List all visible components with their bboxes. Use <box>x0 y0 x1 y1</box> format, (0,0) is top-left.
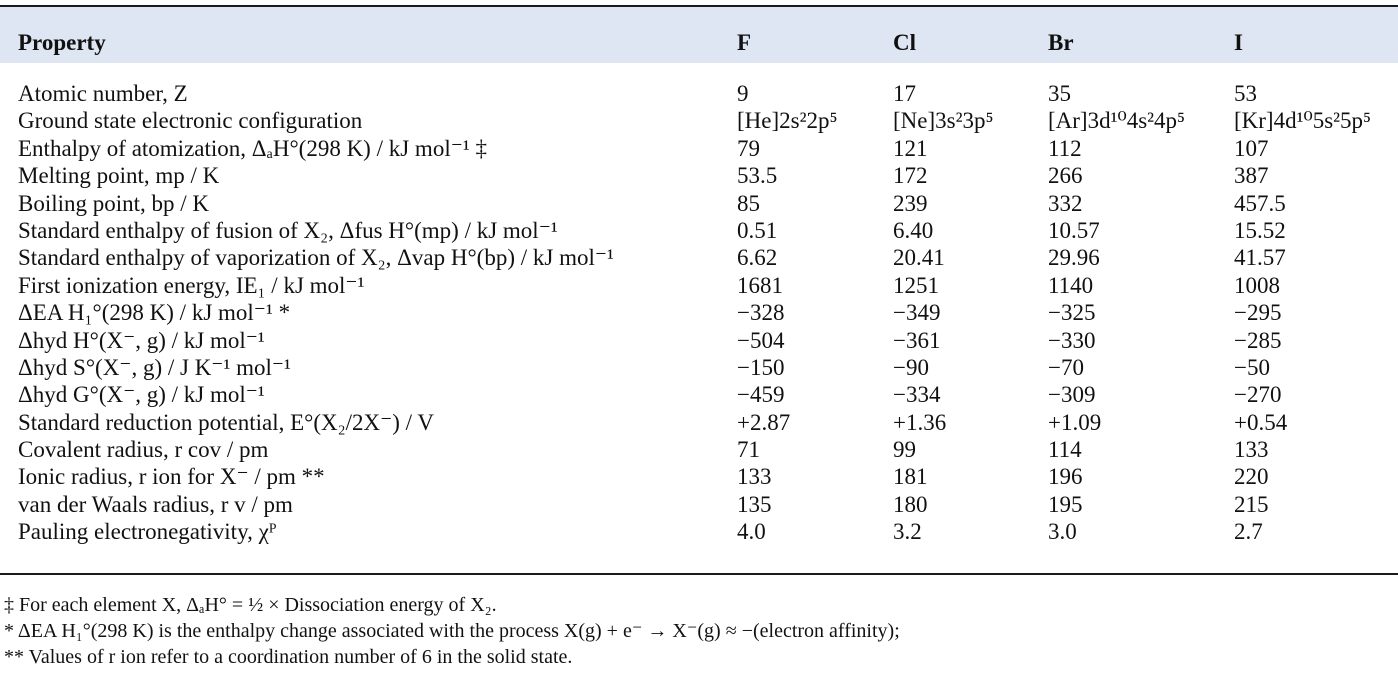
value-br: −330 <box>1048 327 1096 353</box>
value-cl: −349 <box>893 300 941 326</box>
value-br: [Ar]3d¹⁰4s²4p⁵ <box>1048 108 1186 134</box>
value-i: [Kr]4d¹⁰5s²5p⁵ <box>1234 108 1372 134</box>
value-f: 9 <box>737 81 749 106</box>
value-i: 41.57 <box>1234 245 1286 271</box>
value-i: 107 <box>1234 135 1269 161</box>
property-label: ΔEA H₁°(298 K) / kJ mol⁻¹ * <box>18 300 291 326</box>
table-row <box>0 272 1398 299</box>
value-i: −270 <box>1234 382 1282 408</box>
value-f: 79 <box>737 135 760 161</box>
value-br: 29.96 <box>1048 245 1100 271</box>
table-row <box>0 107 1398 134</box>
value-cl: 6.40 <box>893 217 934 243</box>
value-cl: 20.41 <box>893 245 945 271</box>
table-row <box>0 327 1398 354</box>
value-f: [He]2s²2p⁵ <box>737 108 838 134</box>
value-cl: 239 <box>893 190 928 216</box>
property-label: Δhyd G°(X⁻, g) / kJ mol⁻¹ <box>18 382 265 408</box>
table-row <box>0 162 1398 189</box>
value-cl: 1251 <box>893 272 939 298</box>
value-f: −459 <box>737 382 785 408</box>
value-br: 195 <box>1048 491 1083 517</box>
value-f: −150 <box>737 354 785 380</box>
value-br: −325 <box>1048 300 1096 326</box>
property-label: Melting point, mp / K <box>18 163 220 189</box>
table-row <box>0 409 1398 436</box>
table-body <box>0 80 1398 546</box>
value-cl: −334 <box>893 382 941 408</box>
value-f: 135 <box>737 491 772 517</box>
value-cl: [Ne]3s²3p⁵ <box>893 108 994 134</box>
value-br: 266 <box>1048 163 1083 189</box>
table-row <box>0 190 1398 217</box>
value-br: 196 <box>1048 464 1083 490</box>
header-iodine: I <box>1234 30 1243 55</box>
table-row <box>0 381 1398 408</box>
property-label: Standard enthalpy of vaporization of X₂, Δvap H°(bp) / kJ mol⁻¹ <box>18 245 614 271</box>
value-cl: −361 <box>893 327 941 353</box>
value-br: +1.09 <box>1048 409 1102 435</box>
footnote-asterisk: * ΔEA H₁°(298 K) is the enthalpy change associated with the process X(g) + e⁻ → X⁻(g) ≈ −(electron affinity); <box>4 620 900 642</box>
value-br: −70 <box>1048 354 1084 380</box>
property-label: Ionic radius, r ion for X⁻ / pm ** <box>18 464 325 490</box>
table-row <box>0 217 1398 244</box>
table-bottom-rule <box>0 573 1398 575</box>
table-row <box>0 80 1398 107</box>
value-i: 15.52 <box>1234 217 1286 243</box>
value-f: −504 <box>737 327 785 353</box>
value-f: 0.51 <box>737 217 778 243</box>
property-label: Ground state electronic configuration <box>18 108 363 134</box>
table-row <box>0 518 1398 545</box>
table-row <box>0 299 1398 326</box>
table-row <box>0 436 1398 463</box>
footnote-double-asterisk: ** Values of r ion refer to a coordination number of 6 in the solid state. <box>4 646 573 668</box>
property-label: Δhyd H°(X⁻, g) / kJ mol⁻¹ <box>18 327 265 353</box>
footnotes <box>4 592 1394 670</box>
value-br: 332 <box>1048 190 1083 216</box>
table-header-row <box>0 7 1398 63</box>
value-br: 35 <box>1048 81 1071 106</box>
value-i: 133 <box>1234 437 1269 463</box>
value-cl: 121 <box>893 135 928 161</box>
property-label: Pauling electronegativity, χᴾ <box>18 519 277 545</box>
value-br: −309 <box>1048 382 1096 408</box>
value-br: 3.0 <box>1048 519 1077 545</box>
value-i: −50 <box>1234 354 1270 380</box>
value-cl: 99 <box>893 437 916 463</box>
value-cl: 180 <box>893 491 928 517</box>
value-f: +2.87 <box>737 409 791 435</box>
value-cl: 17 <box>893 81 916 106</box>
property-label: First ionization energy, IE₁ / kJ mol⁻¹ <box>18 272 365 298</box>
value-i: 457.5 <box>1234 190 1286 216</box>
value-cl: 181 <box>893 464 928 490</box>
property-label: Δhyd S°(X⁻, g) / J K⁻¹ mol⁻¹ <box>18 354 291 380</box>
value-br: 1140 <box>1048 272 1094 298</box>
value-i: 1008 <box>1234 272 1280 298</box>
value-cl: 172 <box>893 163 928 189</box>
value-cl: −90 <box>893 354 929 380</box>
value-f: 1681 <box>737 272 783 298</box>
value-f: 71 <box>737 437 760 463</box>
value-f: 4.0 <box>737 519 766 545</box>
table-row <box>0 244 1398 271</box>
footnote-double-dagger: ‡ For each element X, ΔₐH° = ½ × Dissociation energy of X₂. <box>4 594 497 616</box>
header-bromine: Br <box>1048 30 1074 55</box>
value-i: 53 <box>1234 81 1257 106</box>
value-f: 133 <box>737 464 772 490</box>
value-f: 85 <box>737 190 760 216</box>
property-label: Boiling point, bp / K <box>18 190 210 216</box>
value-br: 112 <box>1048 135 1082 161</box>
value-i: +0.54 <box>1234 409 1288 435</box>
value-i: 215 <box>1234 491 1269 517</box>
table-row <box>0 135 1398 162</box>
table-row <box>0 491 1398 518</box>
value-cl: +1.36 <box>893 409 947 435</box>
property-label: Standard reduction potential, E°(X₂/2X⁻) / V <box>18 409 435 435</box>
property-label: Standard enthalpy of fusion of X₂, Δfus H°(mp) / kJ mol⁻¹ <box>18 217 558 243</box>
property-label: Atomic number, Z <box>18 81 188 106</box>
table-row <box>0 354 1398 381</box>
property-label: Enthalpy of atomization, ΔₐH°(298 K) / kJ mol⁻¹ ‡ <box>18 135 487 161</box>
value-br: 114 <box>1048 437 1082 463</box>
value-i: 387 <box>1234 163 1269 189</box>
value-f: −328 <box>737 300 785 326</box>
value-i: 2.7 <box>1234 519 1263 545</box>
property-label: van der Waals radius, r v / pm <box>18 491 293 517</box>
value-i: −295 <box>1234 300 1282 326</box>
header-property: Property <box>18 30 106 55</box>
value-br: 10.57 <box>1048 217 1100 243</box>
property-label: Covalent radius, r cov / pm <box>18 437 269 463</box>
value-cl: 3.2 <box>893 519 922 545</box>
header-chlorine: Cl <box>893 30 916 55</box>
table-row <box>0 463 1398 490</box>
value-i: 220 <box>1234 464 1269 490</box>
value-f: 6.62 <box>737 245 778 271</box>
header-fluorine: F <box>737 30 752 55</box>
value-i: −285 <box>1234 327 1282 353</box>
value-f: 53.5 <box>737 163 778 189</box>
